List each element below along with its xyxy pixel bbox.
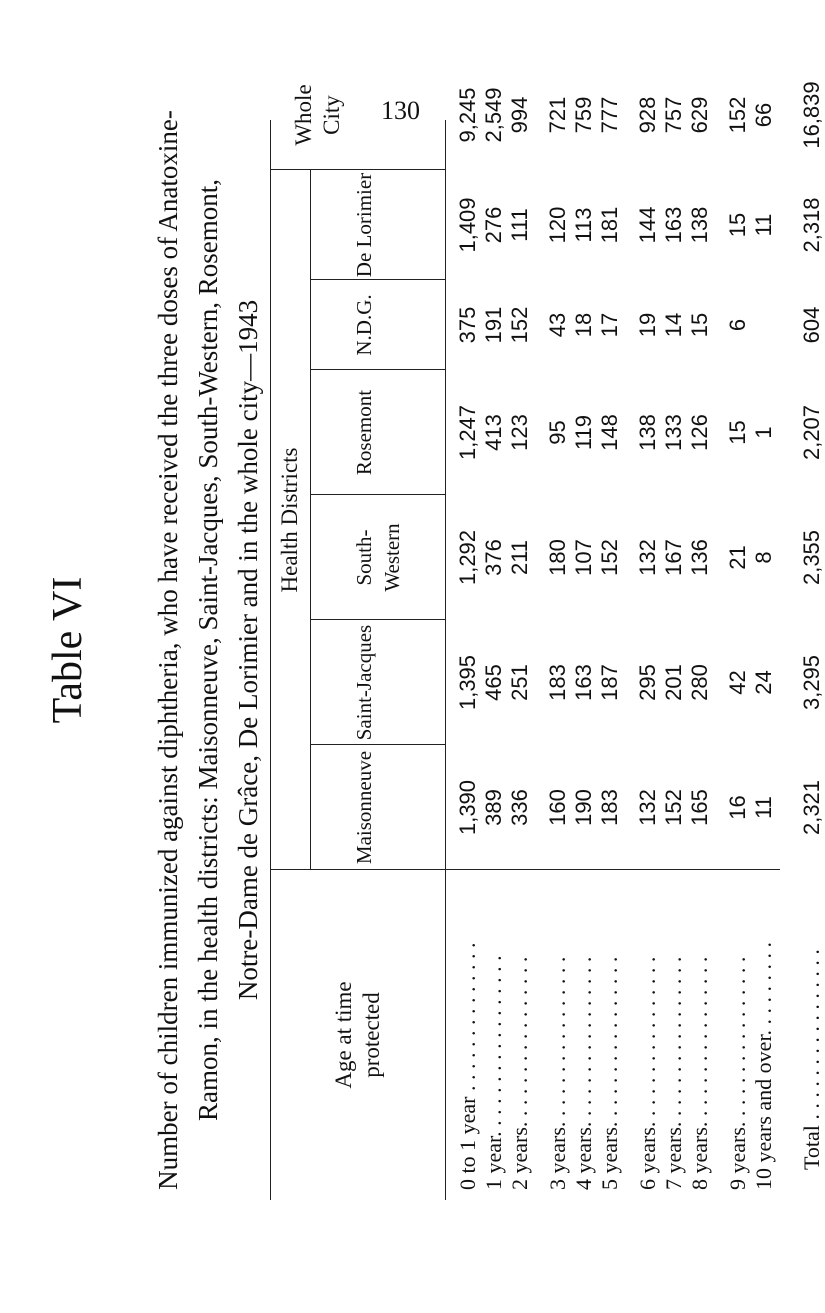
table-cell: 17 [597, 312, 622, 338]
table-cell: 21 [725, 545, 750, 570]
table-cell: 11 [751, 796, 776, 819]
table-cell: 8 [751, 551, 776, 564]
table-cell: 95 [545, 420, 570, 445]
table-cell: 1,292 [455, 529, 480, 586]
table-cell: 107 [571, 539, 596, 576]
table-cell: 119 [571, 414, 596, 451]
table-cell: 152 [661, 789, 686, 826]
table-cell: 42 [725, 670, 750, 695]
table-cell: 190 [571, 789, 596, 826]
row-rule [270, 120, 271, 1200]
table-cell: 2,318 [799, 197, 824, 253]
table-cell: 165 [687, 789, 712, 826]
table-cell: 757 [661, 96, 686, 134]
table-cell: 201 [661, 664, 686, 701]
table-cell: 66 [751, 102, 776, 128]
table-cell: 2,355 [799, 529, 824, 586]
table-cell: 759 [571, 96, 596, 134]
table-cell: 2,207 [799, 404, 824, 461]
row-age-label: 10 years and over. . . . . . . . . [751, 941, 776, 1190]
table-cell: 16 [725, 795, 750, 820]
table-cell: 138 [687, 206, 712, 244]
table-cell: 2,549 [481, 87, 506, 143]
table-cell: 138 [635, 414, 660, 451]
table-cell: 126 [687, 414, 712, 451]
table-cell: 994 [507, 96, 532, 134]
table-cell: 413 [481, 414, 506, 451]
row-age-label: 8 years. . . . . . . . . . . . . . . . [687, 956, 712, 1190]
table-cell: 180 [545, 539, 570, 576]
table-cell: 1,409 [455, 197, 480, 253]
table-cell: 721 [545, 96, 570, 134]
table-cell: 280 [687, 664, 712, 701]
page-number: 130 [381, 96, 420, 125]
table-cell: 336 [507, 789, 532, 826]
table-cell: 2,321 [799, 779, 824, 836]
table-cell: 15 [687, 312, 712, 338]
district-header: De Lorimier [352, 172, 376, 278]
row-age-label: 7 years. . . . . . . . . . . . . . . . [661, 956, 686, 1190]
table-cell: 111 [507, 208, 532, 242]
district-header: Saint-Jacques [352, 624, 376, 741]
table-cell: 43 [545, 312, 570, 338]
table-cell: 295 [635, 664, 660, 701]
table-cell: 163 [571, 664, 596, 701]
table-label: Table VI [45, 576, 91, 724]
table-cell: 211 [507, 539, 532, 576]
table-cell: 376 [481, 539, 506, 576]
table-cell: 14 [661, 312, 686, 338]
whole-city-header: Whole City [291, 84, 344, 146]
table-cell: 15 [725, 212, 750, 238]
table-cell: 136 [687, 539, 712, 576]
table-cell: 375 [455, 306, 480, 344]
table-cell: 276 [481, 206, 506, 244]
table-cell: 1 [751, 426, 776, 439]
row-rule [445, 120, 446, 1200]
table-cell: 167 [661, 539, 686, 576]
row-age-label: Total . . . . . . . . . . . . . . . . [799, 949, 824, 1170]
table-cell: 160 [545, 789, 570, 826]
row-age-label: 6 years. . . . . . . . . . . . . . . . [635, 956, 660, 1190]
table-cell: 16,839 [799, 81, 824, 149]
row-age-label: 3 years. . . . . . . . . . . . . . . . [545, 956, 570, 1190]
table-cell: 187 [597, 664, 622, 701]
table-cell: 132 [635, 789, 660, 826]
row-age-label: 5 years. . . . . . . . . . . . . . . . [597, 956, 622, 1190]
table-cell: 629 [687, 96, 712, 134]
table-cell: 120 [545, 206, 570, 244]
row-age-label: 9 years. . . . . . . . . . . . . . . . [725, 956, 750, 1190]
table-cell: 465 [481, 664, 506, 701]
table-cell: 183 [545, 664, 570, 701]
district-header: Maisonneuve [352, 750, 376, 865]
district-header: South- Western [352, 523, 404, 592]
table-cell: 148 [597, 414, 622, 451]
table-cell: 19 [635, 312, 660, 338]
table-cell: 1,390 [455, 779, 480, 836]
table-cell: 928 [635, 96, 660, 134]
table-cell: 1,395 [455, 654, 480, 711]
district-header: Rosemont [352, 389, 376, 476]
row-rule [310, 170, 311, 870]
table-cell: 3,295 [799, 654, 824, 711]
table-cell: 24 [751, 670, 776, 695]
table-cell: 604 [799, 306, 824, 344]
row-age-label: 0 to 1 year . . . . . . . . . . . . . . [455, 942, 480, 1190]
table-cell: 152 [507, 306, 532, 344]
row-age-label: 1 year. . . . . . . . . . . . . . . . . [481, 955, 506, 1190]
table-cell: 9,245 [455, 87, 480, 143]
table-cell: 152 [725, 96, 750, 134]
row-age-label: 2 years. . . . . . . . . . . . . . . . [507, 956, 532, 1190]
table-cell: 132 [635, 539, 660, 576]
age-column-header: Age at time protected [331, 981, 384, 1089]
table-cell: 181 [597, 206, 622, 244]
table-cell: 152 [597, 539, 622, 576]
table-cell: 123 [507, 414, 532, 451]
table-cell: 251 [507, 664, 532, 701]
row-age-label: 4 years. . . . . . . . . . . . . . . . [571, 956, 596, 1190]
table-title [148, 60, 268, 1240]
district-header: N.D.G. [352, 294, 376, 356]
table-cell: 144 [635, 206, 660, 244]
table-cell: 183 [597, 789, 622, 826]
table-cell: 15 [725, 420, 750, 445]
rotated-table-page [0, 60, 824, 1240]
table-cell: 18 [571, 312, 596, 338]
table-cell: 163 [661, 206, 686, 244]
title-line: Number of children immunized against diphtheria, who have received the three doses of Anatoxine- [153, 110, 183, 1190]
title-line: Ramon, in the health districts: Maisonneuve, Saint-Jacques, South-Western, Rosemont, [193, 179, 223, 1121]
table-cell: 11 [751, 213, 776, 237]
title-line: Notre-Dame de Grâce, De Lorimier and in the whole city—1943 [233, 299, 263, 1001]
table-cell: 389 [481, 789, 506, 826]
table-cell: 133 [661, 414, 686, 451]
table-cell: 113 [571, 207, 596, 243]
table-cell: 191 [481, 306, 506, 344]
table-cell: 6 [725, 318, 750, 332]
table-cell: 777 [597, 96, 622, 134]
health-districts-header: Health Districts [277, 447, 302, 593]
table-cell: 1,247 [455, 404, 480, 461]
